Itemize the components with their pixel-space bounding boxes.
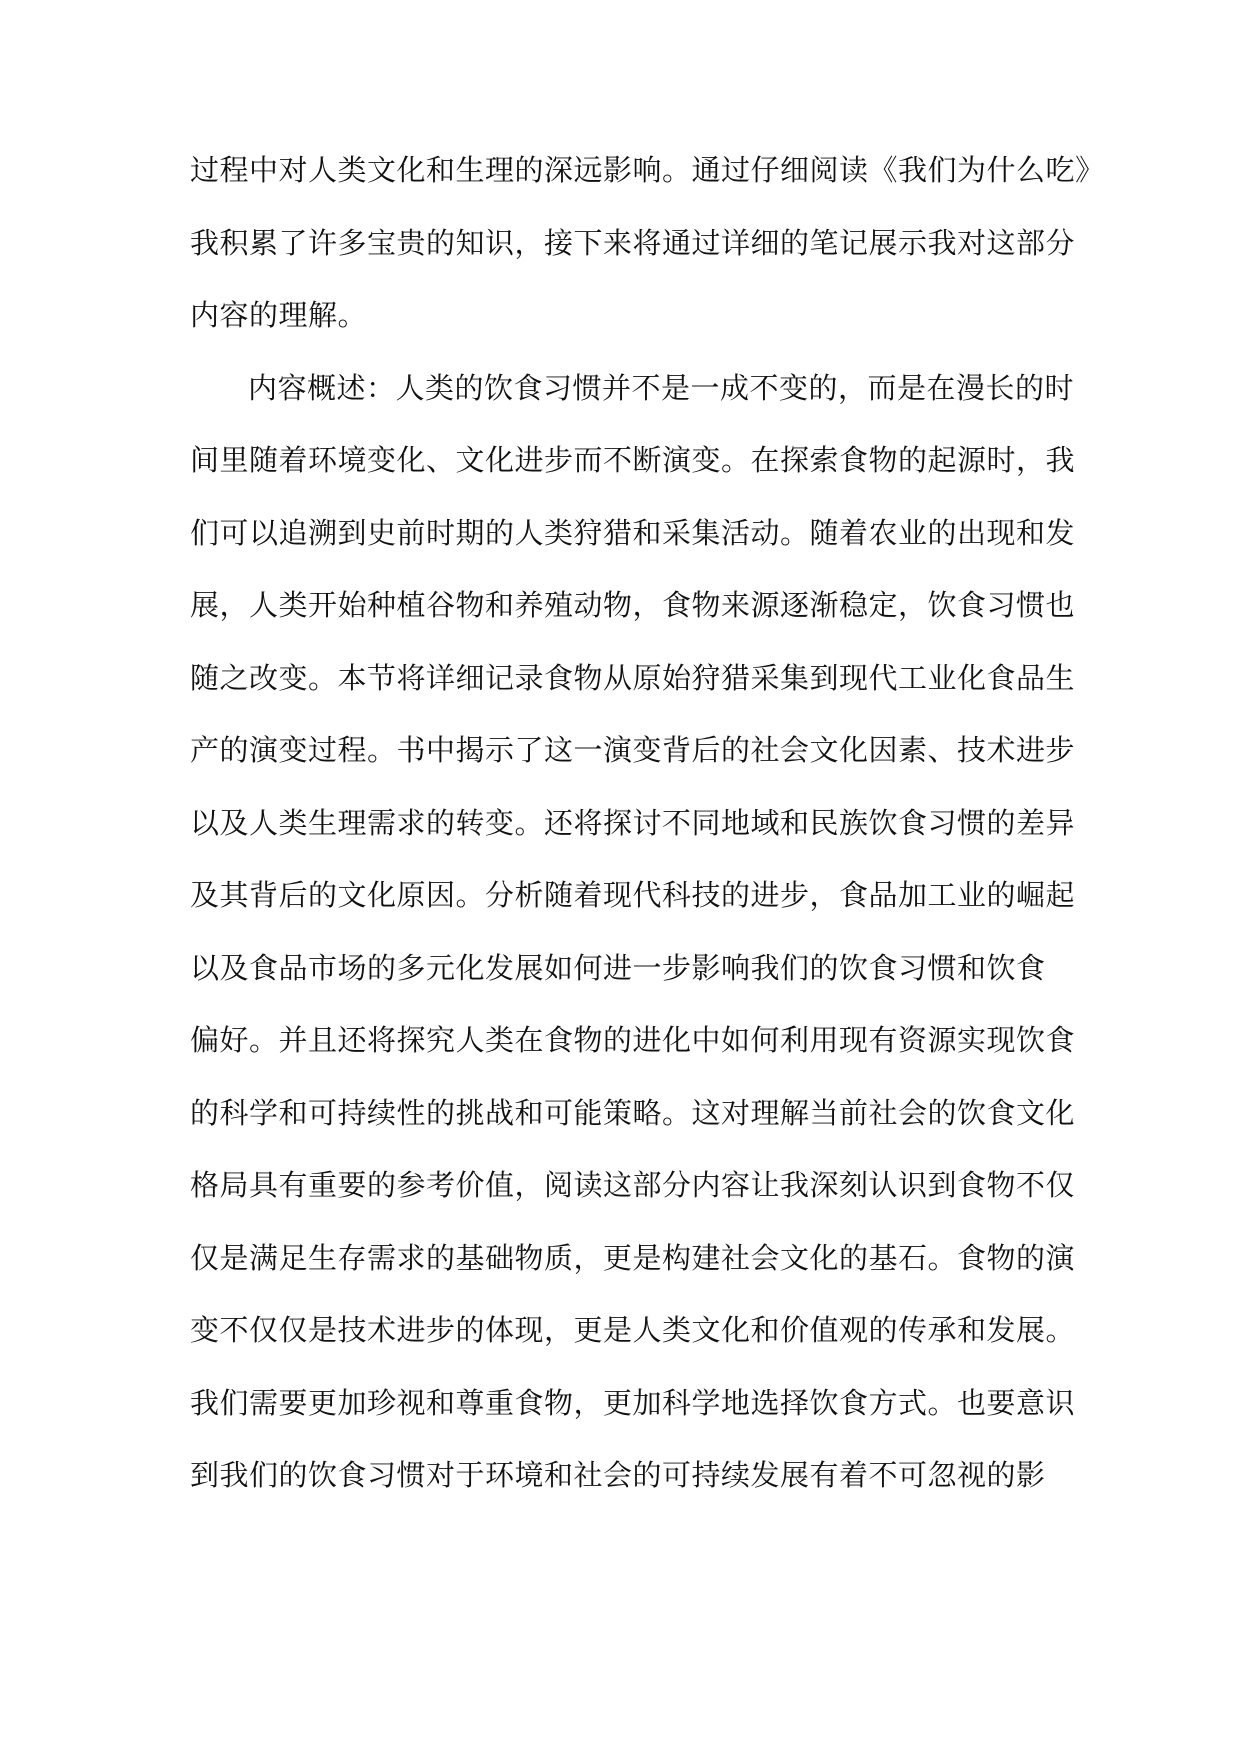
text-line-18: 我们需要更加珍视和尊重食物，更加科学地选择饮食方式。也要意识 bbox=[190, 1385, 1076, 1420]
text-line-2: 我积累了许多宝贵的知识，接下来将通过详细的笔记展示我对这部分 bbox=[190, 225, 1076, 260]
text-line-17: 变不仅仅是技术进步的体现，更是人类文化和价值观的传承和发展。 bbox=[190, 1313, 1076, 1347]
text-line-14: 的科学和可持续性的挑战和可能策略。这对理解当前社会的饮食文化 bbox=[190, 1095, 1076, 1130]
text-line-1: 过程中对人类文化和生理的深远影响。通过仔细阅读《我们为什么吃》 bbox=[190, 153, 1105, 187]
text-line-6: 们可以追溯到史前时期的人类狩猎和采集活动。随着农业的出现和发 bbox=[190, 515, 1076, 550]
text-line-19: 到我们的饮食习惯对于环境和社会的可持续发展有着不可忽视的影 bbox=[190, 1458, 1046, 1492]
text-line-3: 内容的理解。 bbox=[190, 298, 368, 332]
text-line-12: 以及食品市场的多元化发展如何进一步影响我们的饮食习惯和饮食 bbox=[190, 950, 1046, 985]
text-line-11: 及其背后的文化原因。分析随着现代科技的进步，食品加工业的崛起 bbox=[190, 878, 1076, 912]
text-line-8: 随之改变。本节将详细记录食物从原始狩猎采集到现代工业化食品生 bbox=[190, 660, 1076, 695]
text-line-9: 产的演变过程。书中揭示了这一演变背后的社会文化因素、技术进步 bbox=[190, 733, 1076, 767]
text-line-4: 内容概述：人类的饮食习惯并不是一成不变的，而是在漫长的时 bbox=[248, 370, 1075, 405]
text-line-16: 仅是满足生存需求的基础物质，更是构建社会文化的基石。食物的演 bbox=[190, 1240, 1076, 1275]
text-line-13: 偏好。并且还将探究人类在食物的进化中如何利用现有资源实现饮食 bbox=[190, 1023, 1076, 1057]
text-line-7: 展，人类开始种植谷物和养殖动物，食物来源逐渐稳定，饮食习惯也 bbox=[190, 588, 1076, 622]
body-text bbox=[190, 134, 1105, 1512]
text-line-5: 间里随着环境变化、文化进步而不断演变。在探索食物的起源时，我 bbox=[190, 443, 1076, 477]
text-line-15: 格局具有重要的参考价值，阅读这部分内容让我深刻认识到食物不仅 bbox=[190, 1168, 1076, 1202]
text-line-10: 以及人类生理需求的转变。还将探讨不同地域和民族饮食习惯的差异 bbox=[190, 805, 1076, 840]
